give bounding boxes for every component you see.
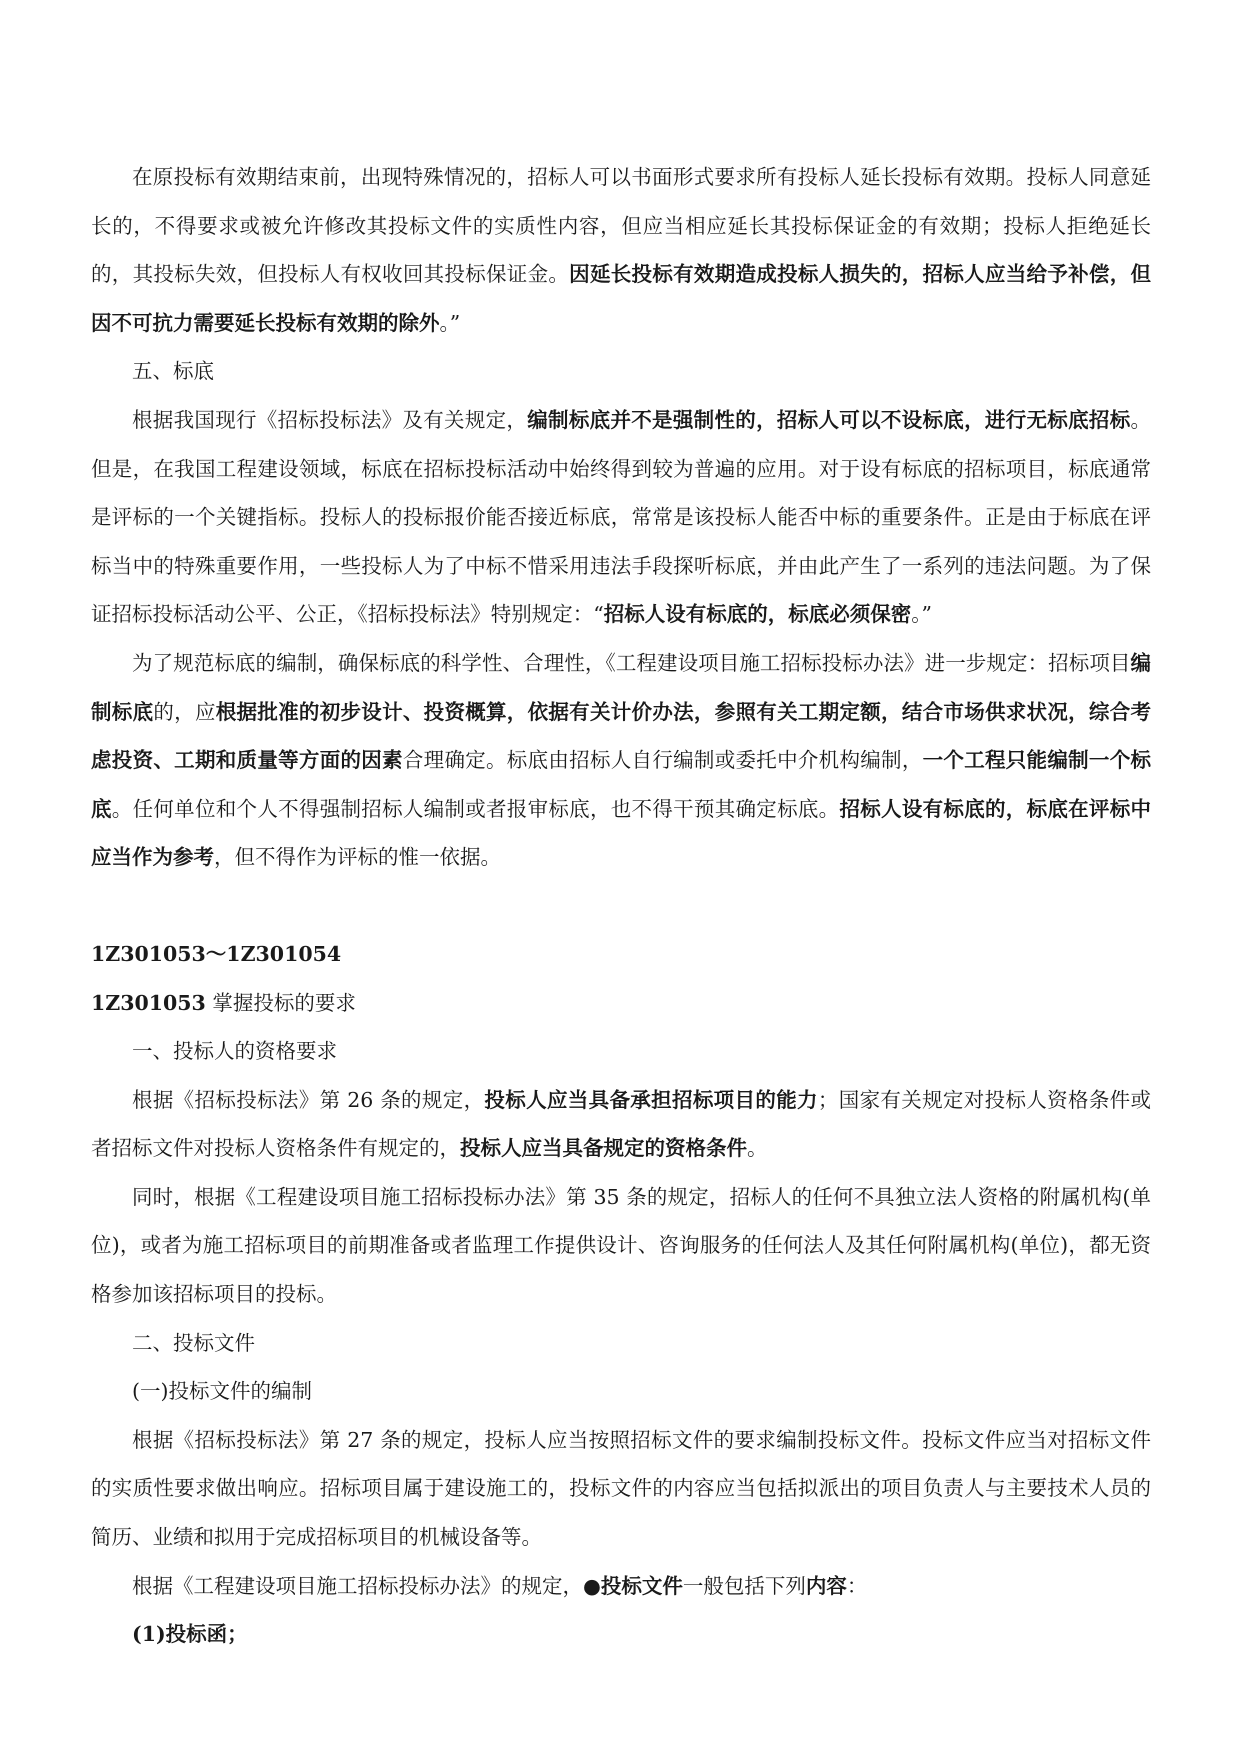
paragraph — [91, 1562, 1151, 1611]
bold-text-run: 招标人设有标底的，标底必须保密 — [603, 602, 912, 627]
paragraph — [91, 1367, 1151, 1416]
bold-text-run: 编制标底 — [91, 650, 1151, 724]
bold-text-run: 1Z301053～1Z301054 — [91, 941, 342, 966]
text-run: 二、投标文件 — [132, 1330, 255, 1355]
text-run: 同时，根据《工程建设项目施工招标投标办法》第 35 条的规定，招标人的任何不具独立法人资格的附属机构(单位)，或者为施工招标项目的前期准备或者监理工作提供设计、咨询服务的任何法人及其任何附属机构(单位)，都无资格参加该招标项目的投标。 — [91, 1184, 1151, 1307]
paragraph — [91, 1173, 1151, 1319]
paragraph — [91, 1027, 1151, 1076]
paragraph — [91, 930, 1151, 979]
text-run: 根据《招标投标法》第 27 条的规定，投标人应当按照招标文件的要求编制投标文件。投标文件应当对招标文件的实质性要求做出响应。招标项目属于建设施工的，投标文件的内容应当包括拟派出的项目负责人与主要技术人员的简历、业绩和拟用于完成招标项目的机械设备等。 — [91, 1427, 1151, 1550]
text-run: 一、投标人的资格要求 — [132, 1039, 337, 1064]
text-run: 。但是，在我国工程建设领域，标底在招标投标活动中始终得到较为普遍的应用。对于设有标底的招标项目，标底通常是评标的一个关键指标。投标人的投标报价能否接近标底，常常是该投标人能否中标的重要条件。正是由于标底在评标当中的特殊重要作用，一些投标人为了中标不惜采用违法手段探听标底，并由此产生了一系列的违法问题。为了保证招标投标活动公平、公正，《招标投标法》特别规定：“ — [91, 407, 1152, 627]
bold-text-run: 投标人应当具备规定的资格条件 — [460, 1136, 747, 1161]
text-run: 五、标底 — [132, 359, 214, 384]
paragraph — [91, 1416, 1151, 1562]
text-run: ，但不得作为评标的惟一依据。 — [214, 845, 501, 870]
bold-text-run: 根据批准的初步设计、投资概算，依据有关计价办法，参照有关工期定额，结合市场供求状况，综合考虑投资、工期和质量等方面的因素 — [91, 699, 1152, 773]
bold-text-run: 投标人应当具备承担招标项目的能力 — [484, 1087, 818, 1112]
text-run: 。任何单位和个人不得强制招标人编制或者报审标底，也不得干预其确定标底。 — [111, 796, 840, 821]
bold-text-run: (1)投标函； — [132, 1622, 248, 1647]
text-run: 掌握投标的要求 — [205, 990, 356, 1015]
bold-text-run: 因延长投标有效期造成投标人损失的，招标人应当给予补偿，但因不可抗力需要延长投标有效期的除外 — [91, 262, 1152, 335]
paragraph — [91, 639, 1151, 882]
paragraph — [91, 396, 1151, 639]
paragraph — [91, 347, 1151, 396]
paragraph — [91, 1076, 1151, 1173]
section-spacer — [91, 882, 1151, 930]
text-run: 的，应 — [153, 699, 216, 724]
text-run: 为了规范标底的编制，确保标底的科学性、合理性，《工程建设项目施工招标投标办法》进一步规定：招标项目 — [132, 650, 1131, 675]
text-run: 根据我国现行《招标投标法》及有关规定， — [132, 407, 528, 432]
bold-text-run: ●投标文件 — [583, 1573, 683, 1598]
text-run: 根据《招标投标法》第 26 条的规定， — [132, 1087, 485, 1112]
text-run: 。” — [911, 602, 932, 627]
bold-text-run: 1Z301053 — [91, 990, 206, 1015]
paragraph — [91, 153, 1151, 347]
bold-text-run: 招标人设有标底的，标底在评标中应当作为参考 — [91, 796, 1152, 870]
text-run: 根据《工程建设项目施工招标投标办法》的规定， — [132, 1573, 583, 1598]
paragraph — [91, 1610, 1151, 1659]
paragraph — [91, 979, 1151, 1028]
bold-text-run: 一个工程只能编制一个标底 — [91, 748, 1152, 821]
paragraph — [91, 1319, 1151, 1368]
text-run: ： — [846, 1573, 868, 1598]
text-run: 在原投标有效期结束前，出现特殊情况的，招标人可以书面形式要求所有投标人延长投标有效期。投标人同意延长的，不得要求或被允许修改其投标文件的实质性内容，但应当相应延长其投标保证金的有效期；投标人拒绝延长的，其投标失效，但投标人有权收回其投标保证金。 — [91, 165, 1151, 287]
bold-text-run: 编制标底并不是强制性的，招标人可以不设标底，进行无标底招标 — [527, 407, 1131, 432]
text-run: 。 — [747, 1136, 768, 1161]
text-run: (一)投标文件的编制 — [132, 1379, 312, 1404]
text-run: 。” — [439, 310, 461, 335]
bold-text-run: 内容 — [805, 1573, 847, 1598]
text-run: ；国家有关规定对投标人资格条件或者招标文件对投标人资格条件有规定的， — [91, 1087, 1152, 1161]
document-body — [91, 153, 1151, 1659]
text-run: 合理确定。标底由招标人自行编制或委托中介机构编制， — [402, 748, 923, 773]
text-run: 一般包括下列 — [682, 1573, 806, 1598]
